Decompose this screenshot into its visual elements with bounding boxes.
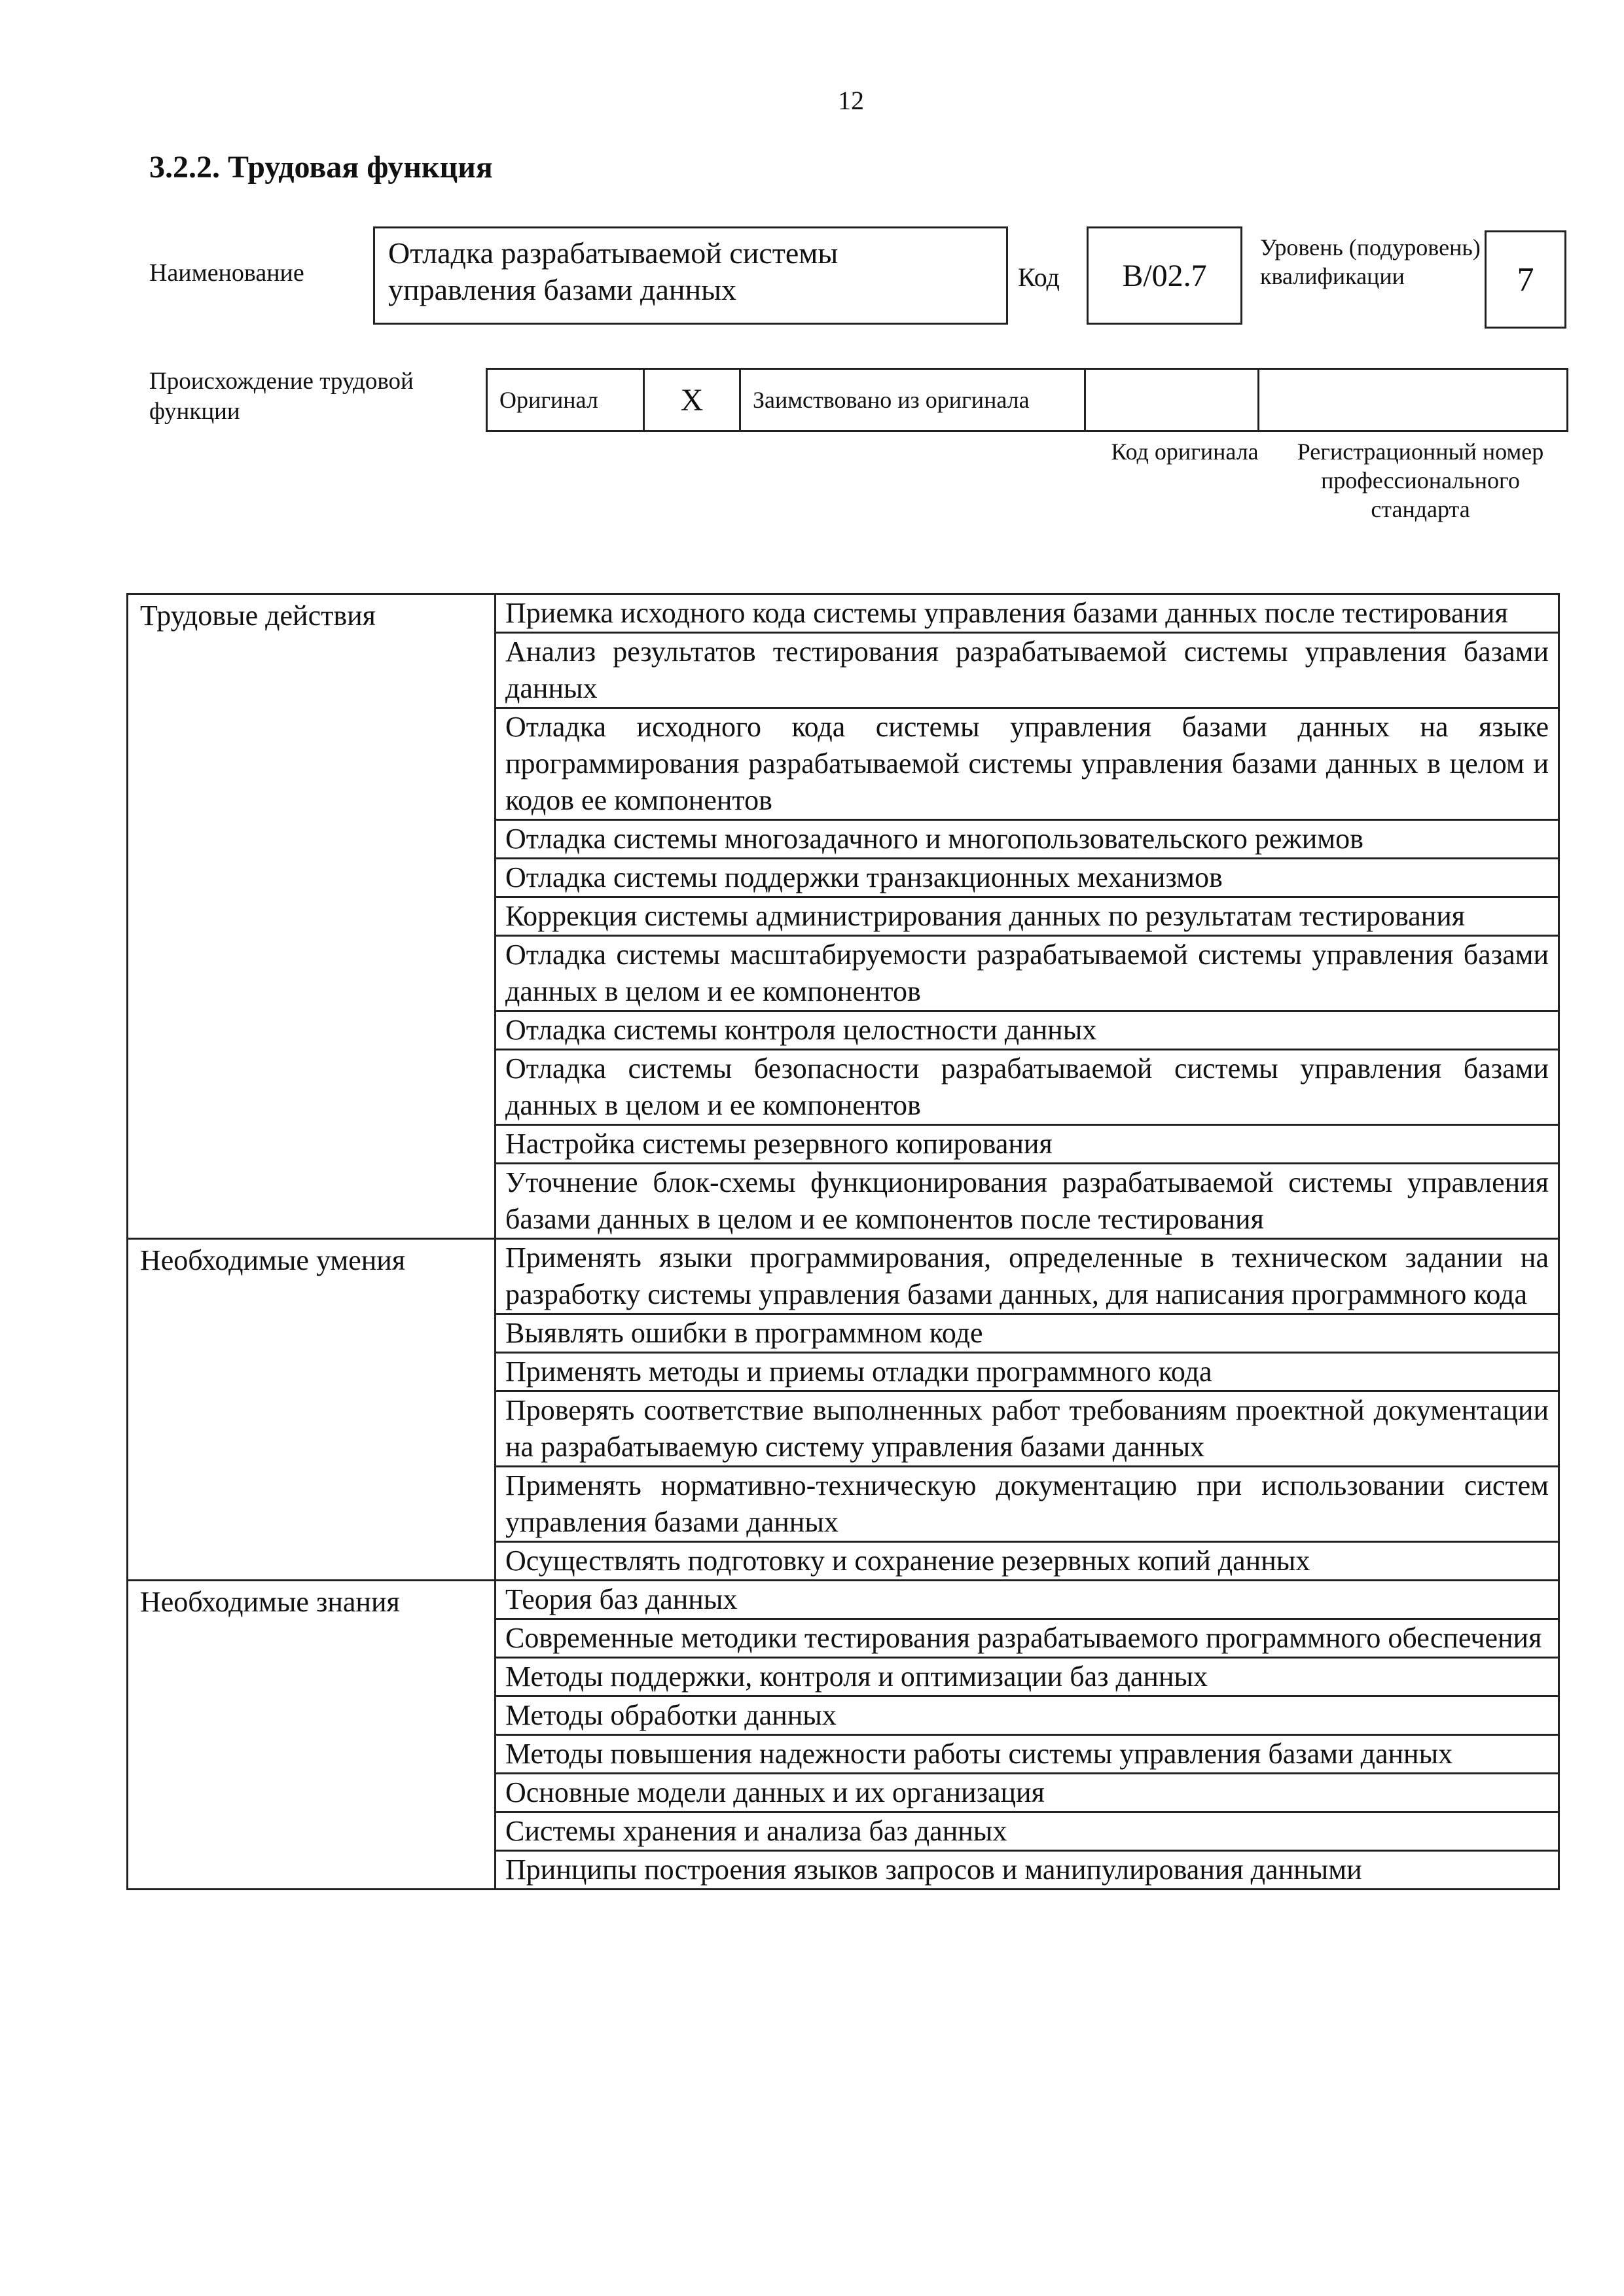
table-cell: Теория баз данных <box>496 1581 1559 1619</box>
table-cell: Принципы построения языков запросов и манипулирования данными <box>496 1851 1559 1890</box>
table-cell: Отладка системы безопасности разрабатываемой системы управления базами данных в целом и ее компонентов <box>496 1050 1559 1125</box>
group-title-required-skills: Необходимые умения <box>128 1239 496 1581</box>
table-cell: Осуществлять подготовку и сохранение резервных копий данных <box>496 1542 1559 1581</box>
table-cell: Применять нормативно-техническую документацию при использовании систем управления базами данных <box>496 1467 1559 1542</box>
origin-label: Происхождение трудовой функции <box>149 368 414 425</box>
code-label: Код <box>1018 262 1060 292</box>
table-row <box>128 1581 1559 1619</box>
group-title-labor-actions: Трудовые действия <box>128 594 496 1239</box>
table-cell: Выявлять ошибки в программном коде <box>496 1314 1559 1353</box>
code-box: B/02.7 <box>1087 226 1242 325</box>
original-mark: X <box>644 369 740 431</box>
table-cell: Приемка исходного кода системы управления базами данных после тестирования <box>496 594 1559 633</box>
original-code-caption: Код оригинала <box>1111 439 1259 465</box>
table-cell: Отладка системы контроля целостности данных <box>496 1011 1559 1050</box>
table-row <box>128 594 1559 633</box>
table-cell: Основные модели данных и их организация <box>496 1774 1559 1812</box>
table-cell: Отладка системы поддержки транзакционных механизмов <box>496 859 1559 897</box>
table-cell: Современные методики тестирования разрабатываемого программного обеспечения <box>496 1619 1559 1658</box>
labor-function-table <box>126 593 1560 1890</box>
page-number: 12 <box>838 86 864 115</box>
table-row <box>128 1239 1559 1314</box>
table-cell: Применять языки программирования, определенные в техническом задании на разработку системы управления базами данных, для написания программного кода <box>496 1239 1559 1314</box>
name-label: Наименование <box>149 259 304 287</box>
function-name-box: Отладка разрабатываемой системы управления базами данных <box>373 226 1008 325</box>
table-cell: Настройка системы резервного копирования <box>496 1125 1559 1164</box>
registration-number-cell <box>1259 369 1568 431</box>
section-title: 3.2.2. Трудовая функция <box>149 150 493 185</box>
table-cell: Системы хранения и анализа баз данных <box>496 1812 1559 1851</box>
level-label: Уровень (подуровень) квалификации <box>1260 234 1481 289</box>
origin-table <box>486 368 1568 432</box>
table-cell: Методы поддержки, контроля и оптимизации баз данных <box>496 1658 1559 1696</box>
table-cell: Отладка системы многозадачного и многопользовательского режимов <box>496 820 1559 859</box>
original-code-cell <box>1085 369 1259 431</box>
level-box: 7 <box>1485 230 1566 329</box>
registration-number-caption: Регистрационный номер профессионального стандарта <box>1297 439 1544 522</box>
table-cell: Отладка исходного кода системы управления базами данных на языке программирования разрабатываемой системы управления базами данных в целом и кодов ее компонентов <box>496 708 1559 820</box>
table-cell: Уточнение блок-схемы функционирования разрабатываемой системы управления базами данных в целом и ее компонентов после тестирования <box>496 1164 1559 1239</box>
table-cell: Методы обработки данных <box>496 1696 1559 1735</box>
table-cell: Проверять соответствие выполненных работ требованиям проектной документации на разрабатываемую систему управления базами данных <box>496 1391 1559 1467</box>
borrowed-cell: Заимствовано из оригинала <box>740 369 1085 431</box>
table-cell: Анализ результатов тестирования разрабатываемой системы управления базами данных <box>496 633 1559 708</box>
table-cell: Применять методы и приемы отладки программного кода <box>496 1353 1559 1391</box>
table-cell: Отладка системы масштабируемости разрабатываемой системы управления базами данных в целом и ее компонентов <box>496 936 1559 1011</box>
table-cell: Методы повышения надежности работы системы управления базами данных <box>496 1735 1559 1774</box>
group-title-required-knowledge: Необходимые знания <box>128 1581 496 1890</box>
original-cell: Оригинал <box>487 369 644 431</box>
table-cell: Коррекция системы администрирования данных по результатам тестирования <box>496 897 1559 936</box>
